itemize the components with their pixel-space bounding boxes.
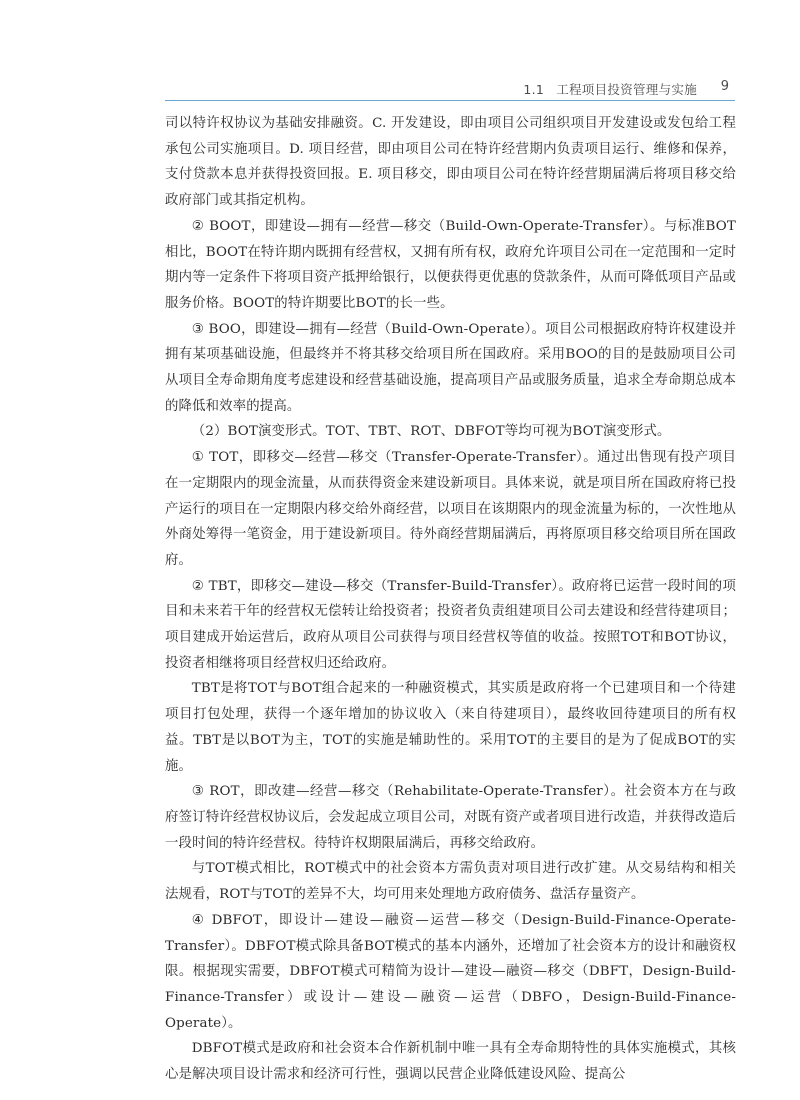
paragraph-rot-comparison: 与TOT模式相比，ROT模式中的社会资本方需负责对项目进行改扩建。从交易结构和相关法规看，ROT与TOT的差异不大，均可用来处理地方政府债务、盘活存量资产。 [165,861,736,903]
body-text [165,111,736,1088]
running-header [165,80,735,101]
header-section-title [523,80,697,98]
paragraph-boot: ② BOOT，即建设—拥有—经营—移交（Build-Own-Operate-Transfer）。与标准BOT相比，BOOT在特许期内既拥有经营权，又拥有所有权，政府允许项目公司在一定范围和一定时期内等一定条件下将项目资产抵押给银行，以便获得更优惠的贷款条件，从而可降低项目产品或服务价格。BOOT的特许期要比BOT的长一些。 [165,218,736,311]
paragraph-dbfot-core: DBFOT模式是政府和社会资本合作新机制中唯一具有全寿命期特性的具体实施模式，其核心是解决项目设计需求和经济可行性，强调以民营企业降低建设风险、提高公 [165,1041,736,1083]
paragraph-rot: ③ ROT，即改建—经营—移交（Rehabilitate-Operate-Transfer）。社会资本方在与政府签订特许经营权协议后，会发起成立项目公司，对既有资产或者项目进行改造，并获得改造后一段时间的特许经营权。待特许权期限届满后，再移交给政府。 [165,784,736,851]
paragraph-tbt-explanation: TBT是将TOT与BOT组合起来的一种融资模式，其实质是政府将一个已建项目和一个待建项目打包处理，获得一个逐年增加的协议收入（来自待建项目），最终收回待建项目的所有权益。TBT是以BOT为主，TOT的实施是辅助性的。采用TOT的主要目的是为了促成BOT的实施。 [165,681,736,774]
paragraph-tbt: ② TBT，即移交—建设—移交（Transfer-Build-Transfer）。政府将已运营一段时间的项目和未来若干年的经营权无偿转让给投资者；投资者负责组建项目公司去建设和经营待建项目；项目建成开始运营后，政府从项目公司获得与项目经营权等值的收益。按照TOT和BOT协议，投资者相继将项目经营权归还给政府。 [165,578,736,671]
page-number: 9 [720,79,729,94]
paragraph-tot: ① TOT，即移交—经营—移交（Transfer-Operate-Transfer）。通过出售现有投产项目在一定期限内的现金流量，从而获得资金来建设新项目。具体来说，就是项目所在国政府将已投产运行的项目在一定期限内移交给外商经营，以项目在该期限内的现金流量为标的，一次性地从外商处筹得一笔资金，用于建设新项目。待外商经营期届满后，再将原项目移交给项目所在国政府。 [165,450,736,568]
paragraph-bot-variants: （2）BOT演变形式。TOT、TBT、ROT、DBFOT等均可视为BOT演变形式。 [191,424,671,440]
paragraph-boo: ③ BOO，即建设—拥有—经营（Build-Own-Operate）。项目公司根据政府特许权建设并拥有某项基础设施，但最终并不将其移交给项目所在国政府。采用BOO的目的是鼓励项目公司从项目全寿命期角度考虑建设和经营基础设施，提高项目产品或服务质量，追求全寿命期总成本的降低和效率的提高。 [165,321,736,414]
header-section-name: 工程项目投资管理与实施 [556,82,697,97]
header-section-number: 1.1 [523,82,545,97]
paragraph-continuation: 司以特许权协议为基础安排融资。C. 开发建设，即由项目公司组织项目开发建设或发包给工程承包公司实施项目。D. 项目经营，即由项目公司在特许经营期内负责项目运行、维修和保养，支付贷款本息并获得投资回报。E. 项目移交，即由项目公司在特许经营期届满后将项目移交给政府部门或其指定机构。 [165,116,736,209]
paragraph-dbfot: ④ DBFOT，即设计—建设—融资—运营—移交（Design-Build-Finance-Operate-Transfer）。DBFOT模式除具备BOT模式的基本内涵外，还增加了社会资本方的设计和融资权限。根据现实需要，DBFOT模式可精简为设计—建设—融资—移交（DBFT，Design-Build-Finance-Transfer）或设计—建设—融资—运营（DBFO，Design-Build-Finance-Operate）。 [165,912,736,1031]
